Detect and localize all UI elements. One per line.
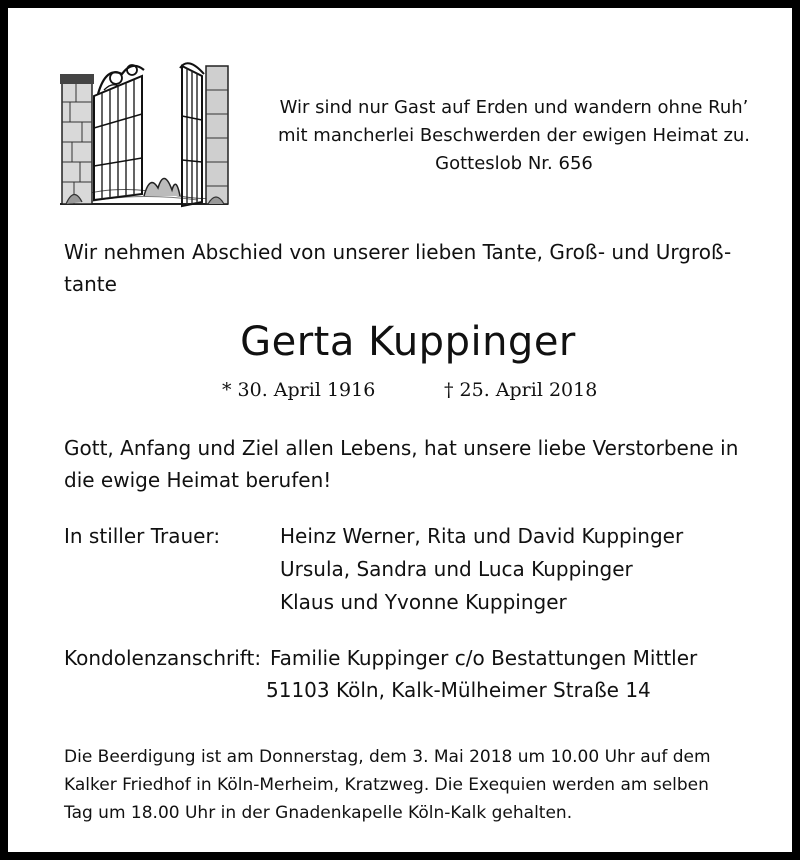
- deceased-name: Gerta Kuppinger: [240, 319, 576, 365]
- intro-line-2: tante: [64, 272, 117, 296]
- open-gate-icon: [58, 56, 230, 208]
- death-date: † 25. April 2018: [444, 379, 598, 401]
- condolence-address-line-2: 51103 Köln, Kalk-Mülheimer Straße 14: [266, 678, 651, 702]
- condolence-address-line-1: Familie Kuppinger c/o Bestattungen Mittler: [270, 646, 698, 670]
- statement-line-1: Gott, Anfang und Ziel allen Lebens, hat unsere liebe Verstorbene in: [64, 436, 739, 460]
- birth-date: * 30. April 1916: [222, 379, 376, 401]
- funeral-details: [64, 743, 760, 827]
- condolence-label: Kondolenzanschrift:: [64, 646, 262, 670]
- funeral-line-1: Die Beerdigung ist am Donnerstag, dem 3. Mai 2018 um 10.00 Uhr auf dem: [64, 747, 711, 767]
- quote-source: Gotteslob Nr. 656: [435, 153, 593, 174]
- scripture-quote: [240, 94, 788, 178]
- funeral-line-2: Kalker Friedhof in Köln-Merheim, Kratzweg. Die Exequien werden am selben: [64, 775, 709, 795]
- mourner-entry: Ursula, Sandra und Luca Kuppinger: [280, 557, 633, 581]
- intro-line-1: Wir nehmen Abschied von unserer lieben Tante, Groß- und Urgroß-: [64, 240, 732, 264]
- statement-line-2: die ewige Heimat berufen!: [64, 468, 332, 492]
- farewell-intro: [64, 236, 764, 300]
- mourner-entry: Klaus und Yvonne Kuppinger: [280, 590, 567, 614]
- quote-line-2: mit mancherlei Beschwerden der ewigen Heimat zu.: [277, 125, 751, 146]
- mourner-entry: Heinz Werner, Rita und David Kuppinger: [280, 524, 684, 548]
- funeral-line-3: Tag um 18.00 Uhr in der Gnadenkapelle Köln-Kalk gehalten.: [64, 803, 573, 823]
- quote-line-1: Wir sind nur Gast auf Erden und wandern ohne Ruh’: [279, 97, 749, 118]
- mourners-label: In stiller Trauer:: [64, 524, 221, 548]
- mourners-list: [280, 520, 683, 619]
- memorial-statement: [64, 432, 764, 496]
